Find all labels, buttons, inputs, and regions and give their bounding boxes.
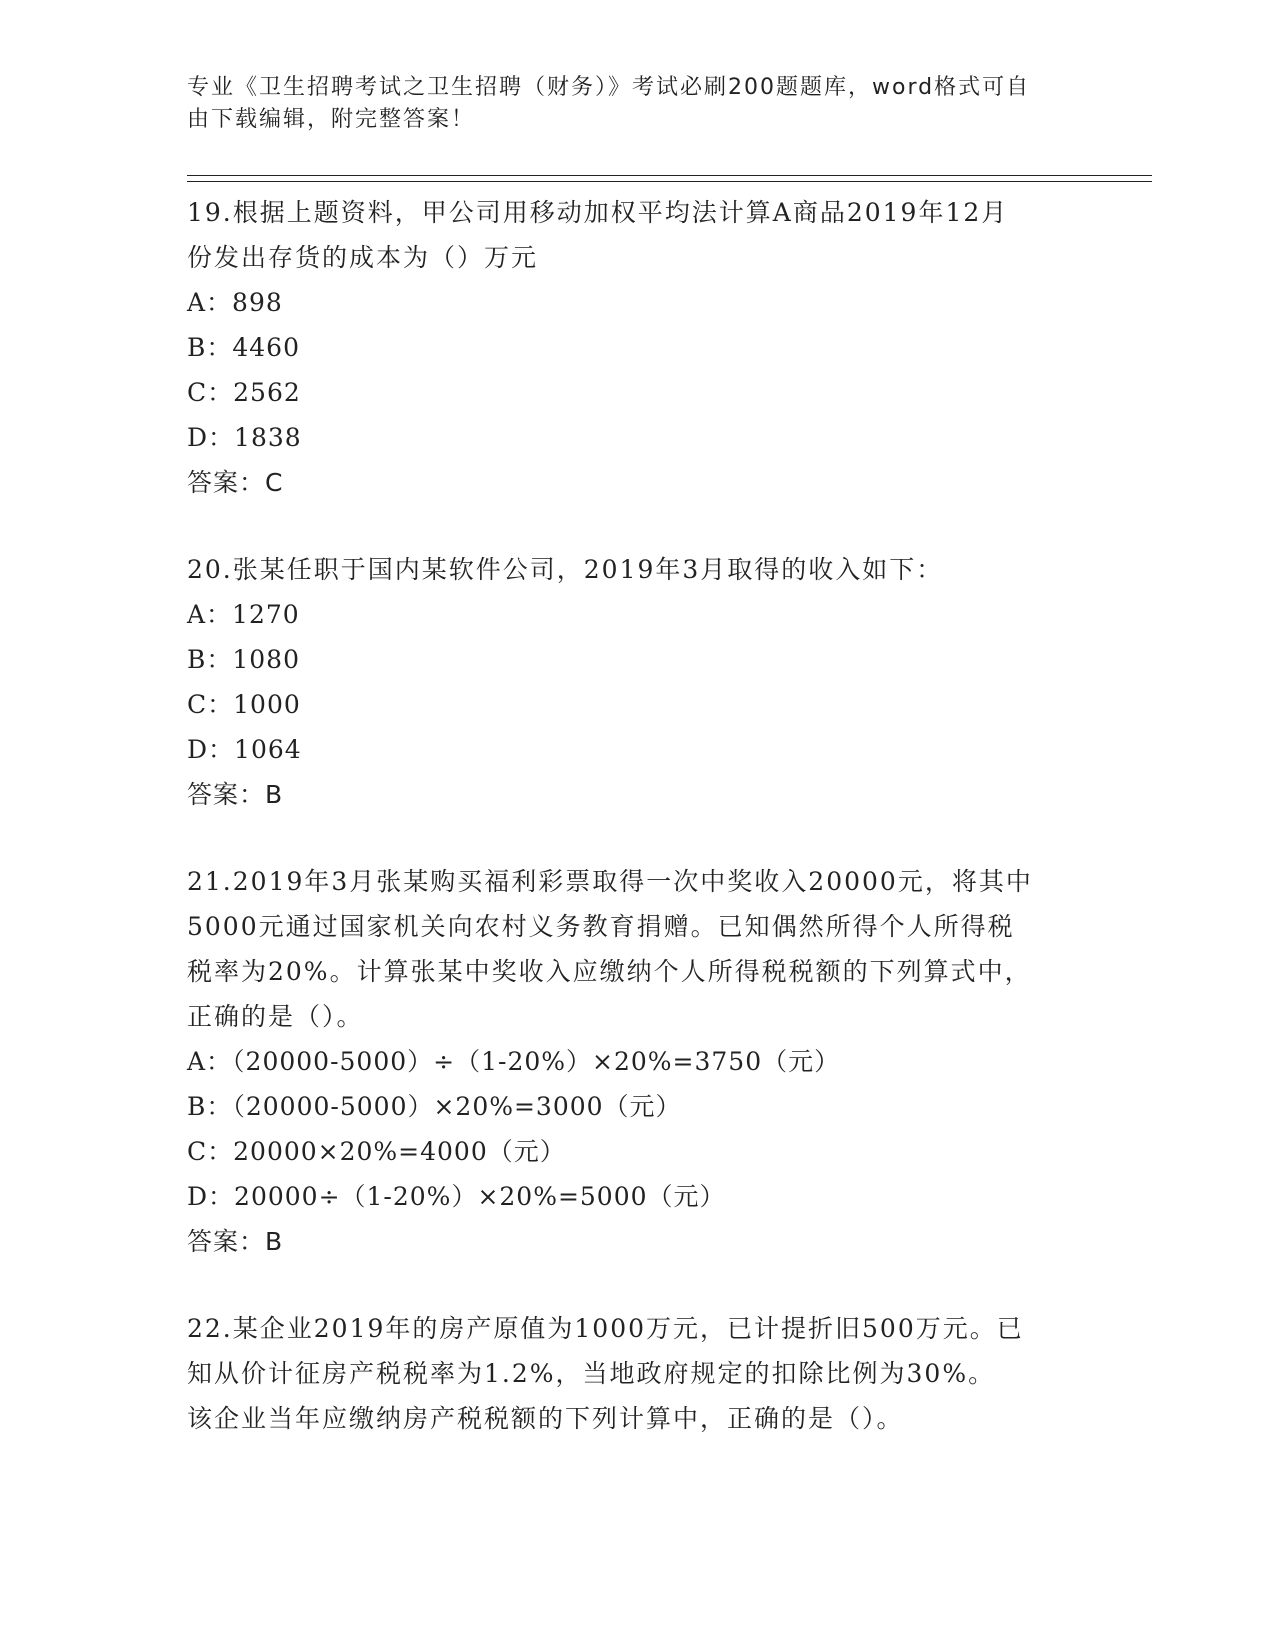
answer: 答案：B — [187, 780, 284, 809]
header-line-1: 专业《卫生招聘考试之卫生招聘（财务）》考试必刷200题题库，word格式可自 — [187, 75, 1031, 100]
question-20 — [187, 547, 1087, 817]
option-a: A：（20000-5000）÷（1-20%）×20%=3750（元） — [187, 1047, 841, 1076]
question-stem-line: 知从价计征房产税税率为1.2%，当地政府规定的扣除比例为30%。 — [187, 1359, 996, 1388]
header-rule-top — [187, 175, 1152, 176]
question-stem-line: 20.张某任职于国内某软件公司，2019年3月取得的收入如下： — [187, 555, 944, 584]
option-b: B：（20000-5000）×20%=3000（元） — [187, 1092, 682, 1121]
option-d: D：1838 — [187, 423, 302, 452]
answer: 答案：C — [187, 468, 284, 497]
option-d: D：20000÷（1-20%）×20%=5000（元） — [187, 1182, 726, 1211]
question-19 — [187, 190, 1087, 505]
header-line-2: 由下载编辑，附完整答案！ — [187, 107, 476, 132]
question-stem-line: 该企业当年应缴纳房产税税额的下列计算中，正确的是（）。 — [187, 1404, 904, 1433]
answer: 答案：B — [187, 1227, 284, 1256]
question-stem-line: 19.根据上题资料，甲公司用移动加权平均法计算A商品2019年12月 — [187, 198, 1009, 227]
question-stem-line: 税率为20%。计算张某中奖收入应缴纳个人所得税税额的下列算式中， — [187, 957, 1032, 986]
option-d: D：1064 — [187, 735, 302, 764]
option-a: A：1270 — [187, 600, 300, 629]
header-rule-bottom — [187, 181, 1152, 182]
option-a: A：898 — [187, 288, 283, 317]
option-b: B：4460 — [187, 333, 300, 362]
question-22 — [187, 1306, 1087, 1441]
question-stem-line: 正确的是（）。 — [187, 1002, 364, 1031]
option-c: C：2562 — [187, 378, 301, 407]
question-list — [187, 190, 1087, 1483]
option-c: C：20000×20%=4000（元） — [187, 1137, 566, 1166]
question-stem-line: 22.某企业2019年的房产原值为1000万元，已计提折旧500万元。已 — [187, 1314, 1024, 1343]
question-stem-line: 21.2019年3月张某购买福利彩票取得一次中奖收入20000元，将其中 — [187, 867, 1033, 896]
document-header — [187, 72, 1067, 136]
question-stem-line: 份发出存货的成本为（）万元 — [187, 243, 539, 272]
question-stem-line: 5000元通过国家机关向农村义务教育捐赠。已知偶然所得个人所得税 — [187, 912, 1015, 941]
question-21 — [187, 859, 1087, 1264]
option-b: B：1080 — [187, 645, 300, 674]
option-c: C：1000 — [187, 690, 301, 719]
